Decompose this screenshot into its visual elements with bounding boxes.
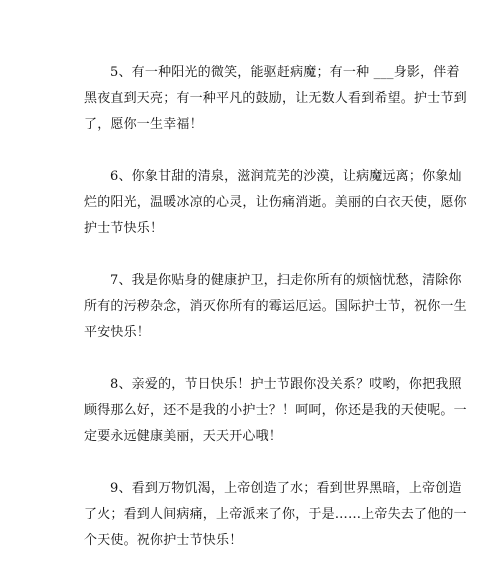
paragraph-9 — [84, 476, 467, 554]
paragraph-line: 护士节快乐！ — [84, 221, 164, 236]
paragraph-8 — [84, 372, 467, 450]
paragraph-line: 烂的阳光，温暖冰凉的心灵，让伤痛消逝。美丽的白衣天使，愿你 — [84, 195, 467, 210]
paragraph-line: 顾得那么好，还不是我的小护士？！呵呵，你还是我的天使呢。一 — [84, 403, 467, 418]
paragraph-line: 8、亲爱的，节日快乐！护士节跟你没关系？哎哟，你把我照 — [110, 377, 462, 392]
paragraph-line: 黑夜直到天亮；有一种平凡的鼓励，让无数人看到希望。护士节到 — [84, 91, 467, 106]
paragraph-6 — [84, 164, 467, 242]
paragraph-line: 7、我是你贴身的健康护卫，扫走你所有的烦恼忧愁，清除你 — [110, 273, 462, 288]
paragraph-line: 了火；看到人间病痛，上帝派来了你，于是……上帝失去了他的一 — [84, 507, 467, 522]
paragraph-7 — [84, 268, 467, 346]
paragraph-5 — [84, 60, 467, 138]
paragraph-line: 定要永远健康美丽，天天开心哦！ — [84, 429, 283, 444]
paragraph-line: 了，愿你一生幸福！ — [84, 117, 203, 132]
paragraph-line: 9、看到万物饥渴，上帝创造了水；看到世界黑暗，上帝创造 — [110, 481, 462, 496]
paragraph-line: 个天使。祝你护士节快乐！ — [84, 533, 243, 548]
paragraph-line: 6、你象甘甜的清泉，滋润荒芜的沙漠，让病魔远离；你象灿 — [110, 169, 462, 184]
paragraph-line: 平安快乐！ — [84, 325, 151, 340]
paragraph-line: 所有的污秽杂念，消灭你所有的霉运厄运。国际护士节，祝你一生 — [84, 299, 467, 314]
paragraph-line: 5、有一种阳光的微笑，能驱赶病魔；有一种 ___身影，伴着 — [110, 65, 460, 80]
